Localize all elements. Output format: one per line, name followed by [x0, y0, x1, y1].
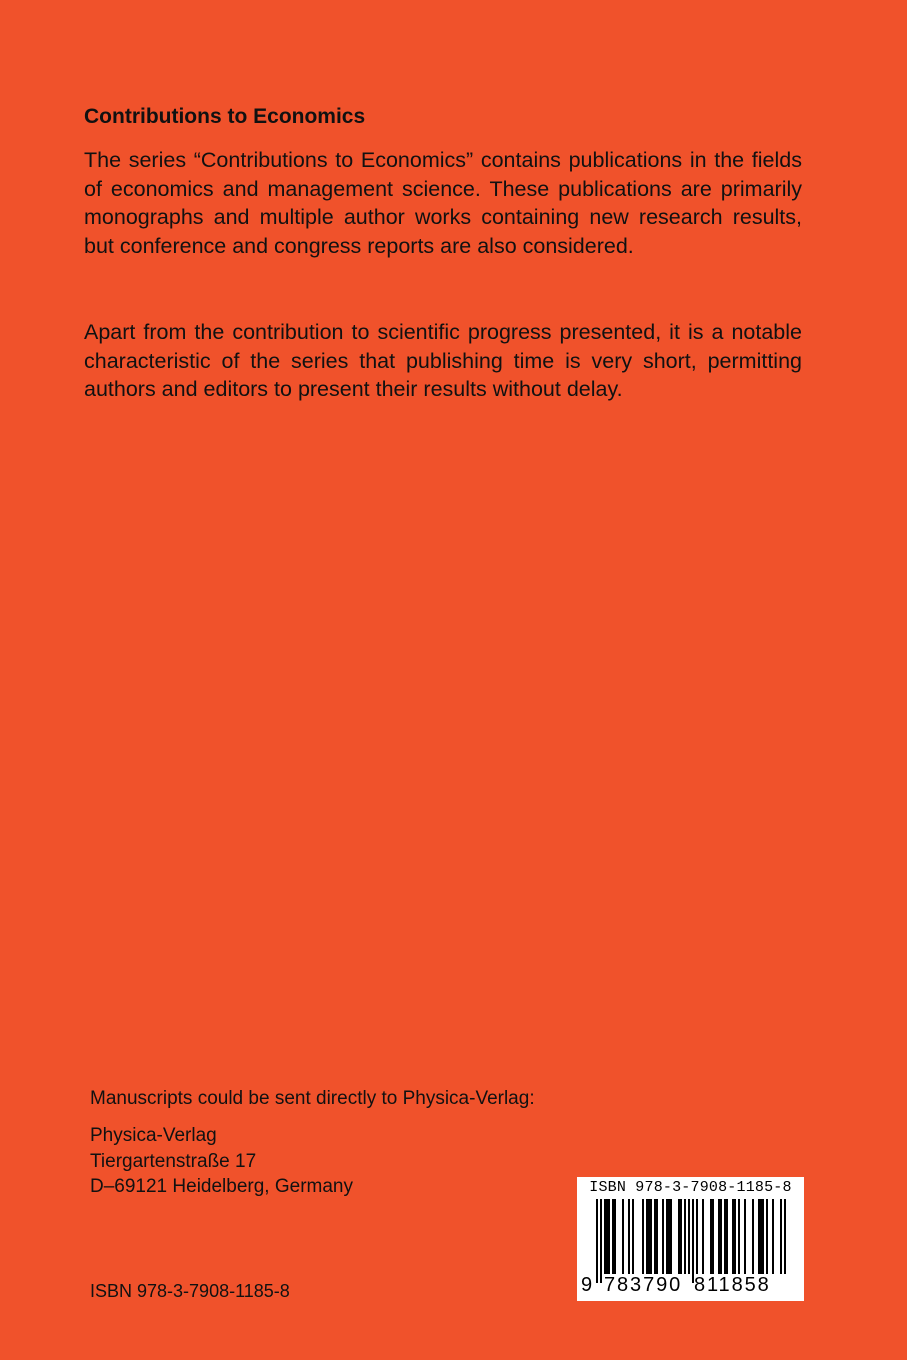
barcode-bar — [766, 1199, 768, 1275]
barcode-bar — [696, 1199, 698, 1275]
barcode-bar — [762, 1199, 764, 1275]
barcode-guard-bar — [688, 1199, 690, 1283]
barcode-bar — [738, 1199, 740, 1275]
publisher-name: Physica-Verlag — [90, 1125, 217, 1146]
barcode-bar — [760, 1199, 762, 1275]
barcode-bar — [614, 1199, 616, 1275]
series-characteristic-paragraph: Apart from the contribution to scientific progress presented, it is a notable characteristic of the series that publishing time is very short, permitting authors and editors to present their results without delay. — [84, 320, 802, 402]
series-title: Contributions to Economics — [84, 105, 366, 128]
barcode-bar — [752, 1199, 754, 1275]
series-description-paragraph: The series “Contributions to Economics” contains publications in the fields of economics and management science. These publications are primarily monographs and multiple author works containing new research results, but conference and congress reports are also considered. — [84, 148, 802, 258]
barcode-bar — [758, 1199, 760, 1275]
barcode-guard-bar — [692, 1199, 694, 1283]
manuscripts-note: Manuscripts could be sent directly to Physica-Verlag: — [90, 1088, 535, 1109]
barcode-bar — [612, 1199, 614, 1275]
barcode-bar — [684, 1199, 686, 1275]
barcode-bar — [648, 1199, 650, 1275]
barcode-bar — [720, 1199, 722, 1275]
barcode-bar — [646, 1199, 648, 1275]
barcode-bar — [666, 1199, 668, 1275]
barcode-bar — [662, 1199, 664, 1275]
barcode-bar — [702, 1199, 704, 1275]
barcode-guard-bar — [596, 1199, 598, 1283]
barcode-bar — [656, 1199, 658, 1275]
barcode-digits — [577, 1274, 804, 1300]
barcode-bar — [628, 1199, 630, 1275]
barcode-bar — [680, 1199, 682, 1275]
barcode-bar — [622, 1199, 624, 1275]
barcode-bar — [734, 1199, 736, 1275]
isbn-barcode — [577, 1177, 804, 1301]
barcode-bar — [712, 1199, 714, 1275]
isbn-text: ISBN 978-3-7908-1185-8 — [90, 1281, 290, 1301]
barcode-digit-lead: 9 — [581, 1274, 593, 1296]
barcode-bar — [678, 1199, 680, 1275]
barcode-bar — [724, 1199, 726, 1275]
barcode-bar — [726, 1199, 728, 1275]
publisher-address — [90, 1123, 353, 1200]
barcode-digits-left: 783790 — [604, 1274, 690, 1297]
barcode-bar — [608, 1199, 610, 1275]
barcode-digits-right: 811858 — [694, 1274, 794, 1297]
barcode-bar — [650, 1199, 652, 1275]
barcode-bar — [772, 1199, 774, 1275]
barcode-isbn-label: ISBN 978-3-7908-1185-8 — [589, 1179, 792, 1196]
barcode-bar — [668, 1199, 670, 1275]
barcode-guard-bar — [784, 1199, 786, 1283]
barcode-bar — [606, 1199, 608, 1275]
barcode-bar — [710, 1199, 712, 1275]
barcode-bar — [604, 1199, 606, 1275]
publisher-street: Tiergartenstraße 17 — [90, 1150, 257, 1172]
barcode-guard-bar — [780, 1199, 782, 1283]
barcode-bar — [632, 1199, 634, 1275]
barcode-bar — [670, 1199, 672, 1275]
barcode-bar — [718, 1199, 720, 1275]
barcode-guard-bar — [600, 1199, 602, 1283]
barcode-bar — [642, 1199, 644, 1275]
barcode-bar — [744, 1199, 746, 1275]
barcode-bar — [732, 1199, 734, 1275]
barcode-bar — [654, 1199, 656, 1275]
publisher-city: D–69121 Heidelberg, Germany — [90, 1176, 353, 1197]
